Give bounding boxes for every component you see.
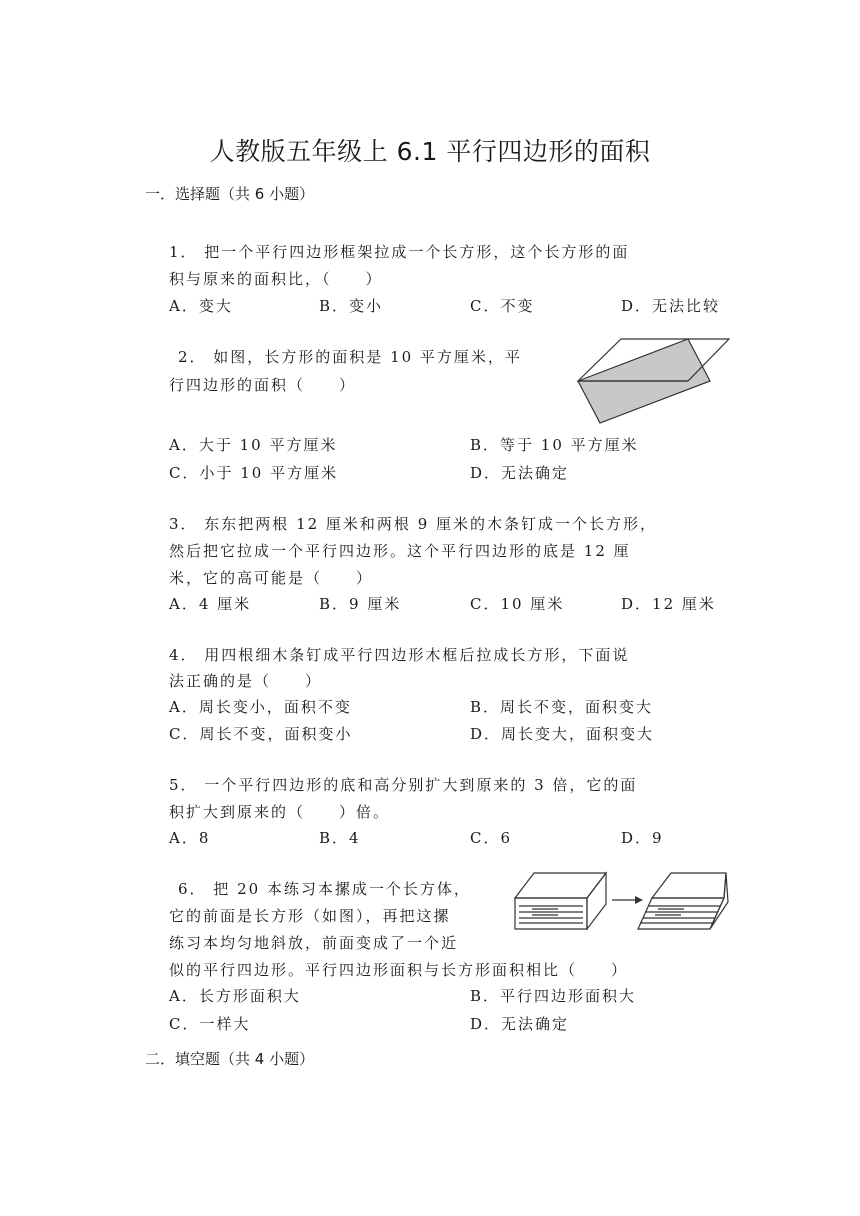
question-1-option-b: B．变小: [319, 297, 384, 315]
stack-box-icon: [515, 873, 606, 929]
question-6-line-1: 6． 把 20 本练习本摞成一个长方体，: [178, 880, 471, 898]
question-5-option-c: C．6: [470, 829, 513, 847]
question-6-line-2: 它的前面是长方形（如图），再把这摞: [169, 907, 451, 925]
question-4-option-a: A．周长变小，面积不变: [169, 698, 352, 716]
section-heading-fill: 二．填空题（共 4 小题）: [145, 1050, 315, 1068]
question-6-option-c: C．一样大: [169, 1015, 251, 1033]
question-4-line-2: 法正确的是（ ）: [169, 672, 323, 690]
slanted-stack-icon: [638, 873, 728, 929]
notebook-stack-figure: [512, 866, 732, 932]
right-arrow-icon: [612, 896, 643, 904]
question-2-option-a: A．大于 10 平方厘米: [169, 436, 338, 454]
question-1-line-2: 积与原来的面积比，（ ）: [169, 270, 383, 288]
question-3-line-2: 然后把它拉成一个平行四边形。这个平行四边形的底是 12 厘: [169, 542, 631, 560]
section-heading-choice: 一．选择题（共 6 小题）: [145, 185, 315, 203]
question-3-option-d: D．12 厘米: [621, 595, 716, 613]
question-6-option-d: D．无法确定: [470, 1015, 570, 1033]
question-3-option-b: B．9 厘米: [319, 595, 402, 613]
question-6-option-a: A．长方形面积大: [169, 987, 301, 1005]
question-3-option-c: C．10 厘米: [470, 595, 565, 613]
question-4-option-b: B．周长不变，面积变大: [470, 698, 654, 716]
question-3-option-a: A．4 厘米: [169, 595, 252, 613]
question-5-line-1: 5． 一个平行四边形的底和高分别扩大到原来的 3 倍，它的面: [169, 776, 638, 794]
page-title: 人教版五年级上 6.1 平行四边形的面积: [209, 137, 651, 166]
question-3-line-1: 3． 东东把两根 12 厘米和两根 9 厘米的木条钉成一个长方形，: [169, 515, 658, 533]
question-4-option-d: D．周长变大，面积变大: [470, 725, 655, 743]
question-2-line-1: 2． 如图，长方形的面积是 10 平方厘米，平: [178, 348, 522, 366]
rectangle-parallelogram-figure: [574, 334, 734, 430]
question-2-option-d: D．无法确定: [470, 464, 570, 482]
question-5-line-2: 积扩大到原来的（ ）倍。: [169, 803, 391, 821]
question-1-option-c: C．不变: [470, 297, 535, 315]
question-1-option-a: A．变大: [169, 297, 233, 315]
question-4-option-c: C．周长不变，面积变小: [169, 725, 353, 743]
question-6-line-3: 练习本均匀地斜放，前面变成了一个近: [169, 934, 459, 952]
question-1-option-d: D．无法比较: [621, 297, 721, 315]
question-1-line-1: 1． 把一个平行四边形框架拉成一个长方形，这个长方形的面: [169, 243, 630, 261]
question-2-option-c: C．小于 10 平方厘米: [169, 464, 339, 482]
question-5-option-a: A．8: [169, 829, 211, 847]
question-2-option-b: B．等于 10 平方厘米: [470, 436, 639, 454]
question-5-option-b: B．4: [319, 829, 361, 847]
question-6-line-4: 似的平行四边形。平行四边形面积与长方形面积相比（ ）: [169, 961, 629, 979]
question-2-line-2: 行四边形的面积（ ）: [169, 376, 357, 394]
question-5-option-d: D．9: [621, 829, 664, 847]
question-3-line-3: 米，它的高可能是（ ）: [169, 569, 374, 587]
question-6-option-b: B．平行四边形面积大: [470, 987, 637, 1005]
question-4-line-1: 4． 用四根细木条钉成平行四边形木框后拉成长方形，下面说: [169, 646, 630, 664]
